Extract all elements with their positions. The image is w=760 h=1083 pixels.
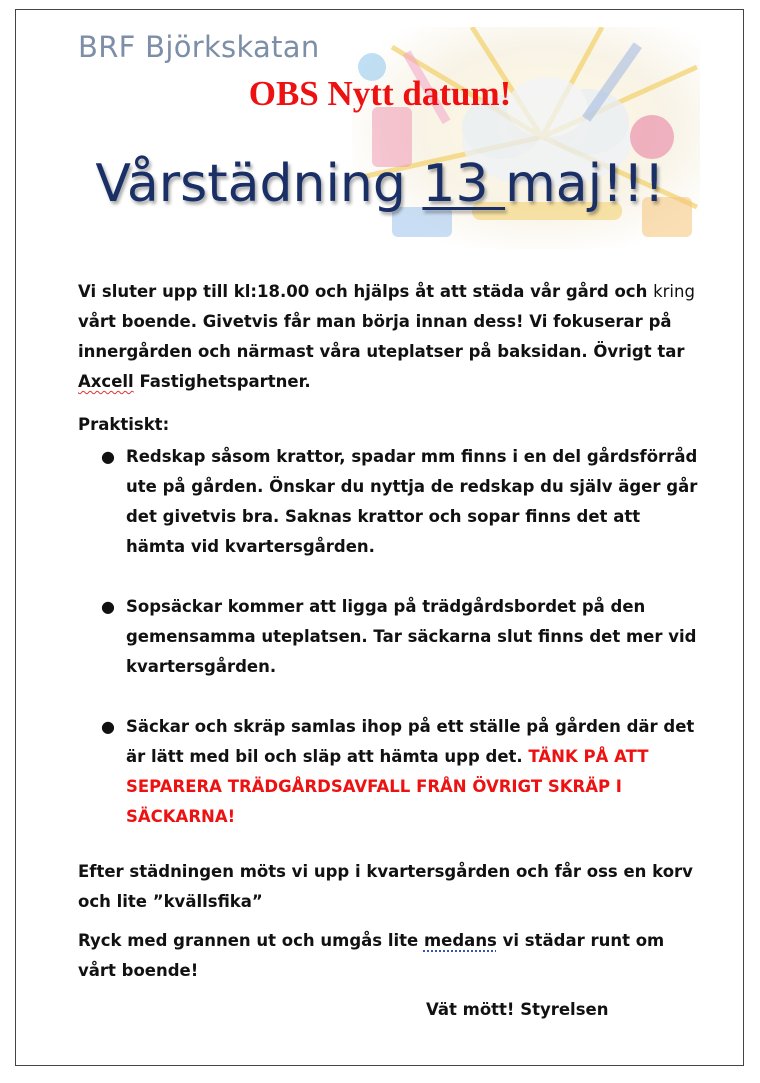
list-item xyxy=(78,712,698,832)
headline-date: 13 xyxy=(422,154,506,214)
organization-name: BRF Björkskatan xyxy=(78,30,320,64)
closing-text-1: Ryck med grannen ut och umgås lite xyxy=(78,931,424,950)
list-item-text: Säckar och skräp samlas ihop på ett ställe på gården där det är lätt med bil och släp att hämta upp det. xyxy=(126,717,695,766)
bullet-icon: ● xyxy=(101,447,115,466)
cleaning-illustration xyxy=(352,27,700,249)
closing-paragraph xyxy=(78,926,698,986)
practical-heading: Praktiskt: xyxy=(78,415,170,434)
closing-text-2: vi städar runt om vårt boende! xyxy=(78,931,665,980)
bullet-icon: ● xyxy=(101,717,115,736)
company-name-rest: Fastighetspartner. xyxy=(133,372,311,391)
date-change-notice: OBS Nytt datum! xyxy=(248,74,512,113)
list-item xyxy=(78,442,698,562)
intro-paragraph xyxy=(78,277,698,397)
intro-text-3: vårt boende. Givetvis får man börja innan dess! Vi fokuserar på innergården och närmast våra uteplatser på baksidan. Övrigt tar xyxy=(78,312,685,361)
bullet-icon: ● xyxy=(101,597,115,616)
signature: Vät mött! Styrelsen xyxy=(426,1000,609,1019)
headline xyxy=(0,154,760,214)
company-name-flagged: Axcell xyxy=(78,372,134,391)
list-item-text: Redskap såsom krattor, spadar mm finns i en del gårdsförråd ute på gården. Önskar du nyttja de redskap du själv äger går det givetvis bra. Saknas krattor och sopar finns det att hämta vid kvartersgården. xyxy=(126,447,698,556)
after-paragraph: Efter städningen möts vi upp i kvartersgården och får oss en korv och lite ”kvällsfika” xyxy=(78,862,693,911)
intro-text-2: kring xyxy=(653,282,695,301)
list-item-text: Sopsäckar kommer att ligga på trädgårdsbordet på den gemensamma uteplatsen. Tar säckarna slut finns det mer vid kvartersgården. xyxy=(126,597,697,676)
document-body xyxy=(78,277,698,1025)
headline-prefix: Vårstädning xyxy=(95,154,423,214)
intro-text-1: Vi sluter upp till kl:18.00 och hjälps åt att städa vår gård och xyxy=(78,282,654,301)
list-item xyxy=(78,592,698,682)
practical-list xyxy=(78,442,698,832)
separation-warning: TÄNK PÅ ATT SEPARERA TRÄDGÅRDSAVFALL FRÅN ÖVRIGT SKRÄP I SÄCKARNA! xyxy=(126,747,649,826)
headline-suffix: maj!!! xyxy=(505,154,665,214)
flagged-word: medans xyxy=(423,931,497,950)
